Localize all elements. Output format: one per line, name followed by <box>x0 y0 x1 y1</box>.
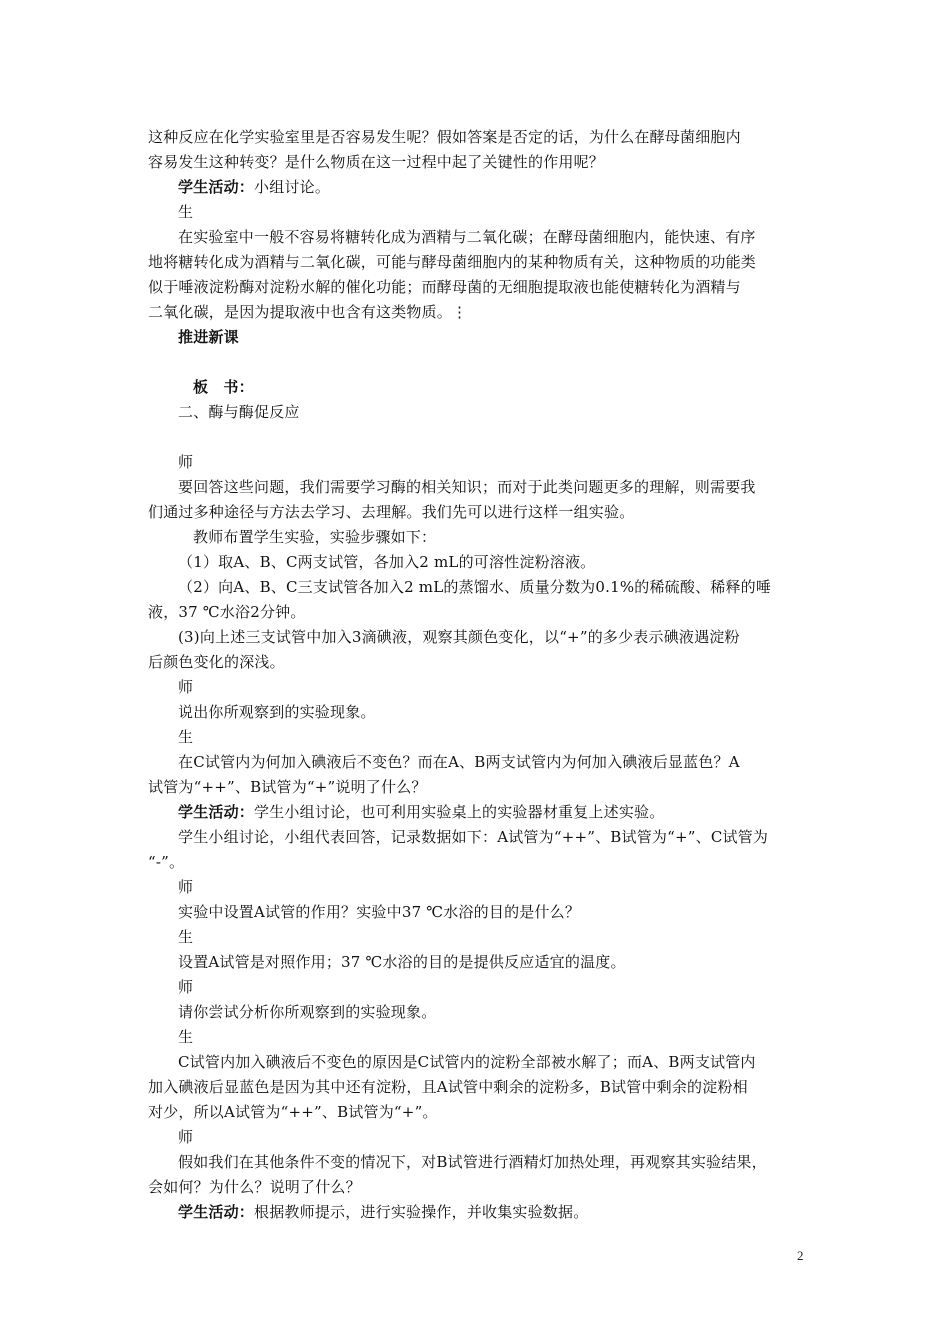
student-activity-line <box>178 177 808 197</box>
blackboard-text: 二、酶与酶促反应 <box>178 403 300 421</box>
speaker-teacher: 师 <box>178 878 194 896</box>
speaker-student: 生 <box>178 1028 194 1046</box>
speaker-student: 生 <box>178 728 194 746</box>
step-line: （1）取A、B、C两支试管，各加入2 mL的可溶性淀粉溶液。 <box>178 553 596 571</box>
paragraph-line: 二氧化碳，是因为提取液中也含有这类物质。⋮ <box>148 303 468 321</box>
student-activity-label: 学生活动： <box>178 178 255 196</box>
paragraph-line: “-”。 <box>148 853 185 871</box>
speaker-teacher: 师 <box>178 978 194 996</box>
speaker-student: 生 <box>178 203 194 221</box>
speaker-teacher: 师 <box>178 1128 194 1146</box>
paragraph-line: 说出你所观察到的实验现象。 <box>178 703 376 721</box>
paragraph-line: 对少，所以A试管为“++”、B试管为“+”。 <box>148 1103 438 1121</box>
paragraph-line: 地将糖转化成为酒精与二氧化碳，可能与酵母菌细胞内的某种物质有关，这种物质的功能类 <box>148 253 757 271</box>
paragraph-line: 学生小组讨论，小组代表回答，记录数据如下：A试管为“++”、B试管为“+”、C试管为 <box>178 828 769 846</box>
paragraph-line: 加入碘液后显蓝色是因为其中还有淀粉，且A试管中剩余的淀粉多，B试管中剩余的淀粉相 <box>148 1078 748 1096</box>
student-activity-text: 小组讨论。 <box>254 178 331 196</box>
paragraph-line: 实验中设置A试管的作用？实验中37 ℃水浴的目的是什么？ <box>178 903 581 921</box>
paragraph-line: 会如何？为什么？说明了什么？ <box>148 1178 361 1196</box>
section-heading: 推进新课 <box>178 328 239 346</box>
student-activity-text: 根据教师提示，进行实验操作，并收集实验数据。 <box>254 1203 589 1221</box>
paragraph-line: 试管为“++”、B试管为“+”说明了什么？ <box>148 778 427 796</box>
page-number: 2 <box>797 1248 804 1263</box>
paragraph-line: 这种反应在化学实验室里是否容易发生呢？假如答案是否定的话，为什么在酵母菌细胞内 <box>148 128 741 146</box>
step-line: 液，37 ℃水浴2分钟。 <box>148 603 306 621</box>
step-line: (3)向上述三支试管中加入3滴碘液，观察其颜色变化，以“+”的多少表示碘液遇淀粉 <box>178 628 740 646</box>
student-activity-label: 学生活动： <box>178 1203 255 1221</box>
step-line: 后颜色变化的深浅。 <box>148 653 285 671</box>
speaker-teacher: 师 <box>178 453 194 471</box>
paragraph-line: 请你尝试分析你所观察到的实验现象。 <box>178 1003 437 1021</box>
student-activity-line <box>178 1202 808 1222</box>
paragraph-line: 在C试管内为何加入碘液后不变色？而在A、B两支试管内为何加入碘液后显蓝色？A <box>178 753 740 771</box>
paragraph-line: 假如我们在其他条件不变的情况下，对B试管进行酒精灯加热处理，再观察其实验结果， <box>178 1153 767 1171</box>
paragraph-line: 似于唾液淀粉酶对淀粉水解的催化功能；而酵母菌的无细胞提取液也能使糖转化为酒精与 <box>148 278 741 296</box>
paragraph-line: 们通过多种途径与方法去学习、去理解。我们先可以进行这样一组实验。 <box>148 503 635 521</box>
paragraph-line: 设置A试管是对照作用；37 ℃水浴的目的是提供反应适宜的温度。 <box>178 953 626 971</box>
paragraph-line: C试管内加入碘液后不变色的原因是C试管内的淀粉全部被水解了；而A、B两支试管内 <box>178 1053 756 1071</box>
student-activity-line <box>178 802 808 822</box>
paragraph-line: 容易发生这种转变？是什么物质在这一过程中起了关键性的作用呢？ <box>148 153 605 171</box>
step-line: （2）向A、B、C三支试管各加入2 mL的蒸馏水、质量分数为0.1%的稀硫酸、稀释的唾 <box>178 578 772 596</box>
student-activity-text: 学生小组讨论，也可利用实验桌上的实验器材重复上述实验。 <box>254 803 665 821</box>
paragraph-line: 要回答这些问题，我们需要学习酶的相关知识；而对于此类问题更多的理解，则需要我 <box>178 478 756 496</box>
paragraph-line: 教师布置学生实验，实验步骤如下： <box>193 528 437 546</box>
paragraph-line: 在实验室中一般不容易将糖转化成为酒精与二氧化碳；在酵母菌细胞内，能快速、有序 <box>178 228 756 246</box>
student-activity-label: 学生活动： <box>178 803 255 821</box>
speaker-teacher: 师 <box>178 678 194 696</box>
blackboard-heading: 板 书： <box>193 378 254 396</box>
speaker-student: 生 <box>178 928 194 946</box>
